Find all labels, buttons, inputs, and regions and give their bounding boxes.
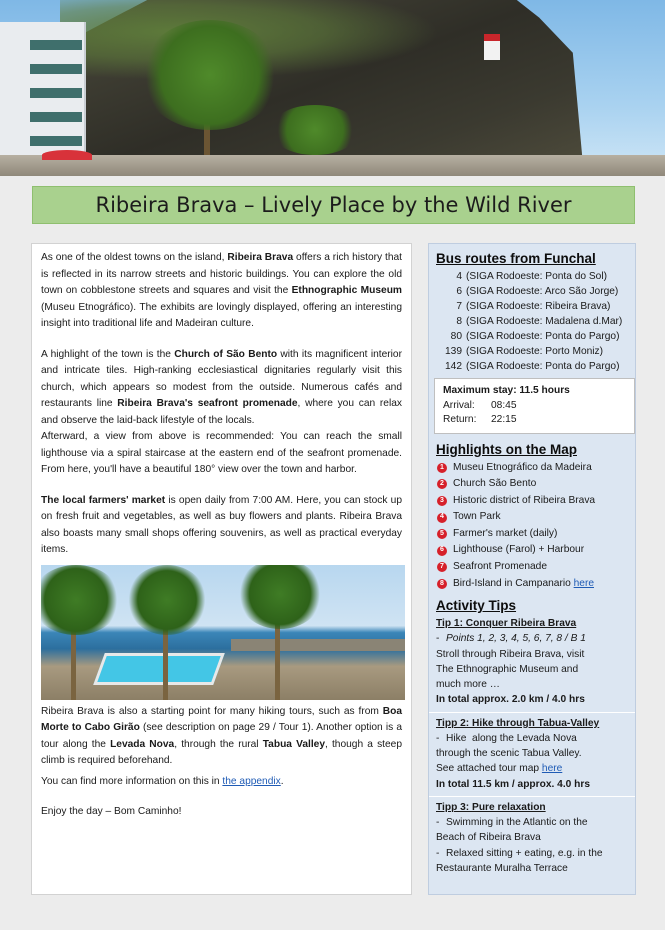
palm-tree [140, 20, 280, 130]
tour-map-link[interactable]: here [541, 763, 563, 775]
paragraph-market: The local farmers' market is open daily from 7:00 AM. Here, you can stock up on fresh fruit and vegetables, as well as buy flowers and plants. Ribeira Brava also boasts many small shops offering souvenirs, as well as practical everyday items. [41, 494, 402, 555]
hero-photo [0, 0, 665, 176]
swimming-pool [93, 653, 225, 685]
return-time: 22:15 [491, 414, 517, 425]
paragraph-more-info: You can find more information on this in the appendix. [41, 775, 284, 787]
highlights-heading: Highlights on the Map [436, 441, 577, 457]
arrival-label: Arrival: [443, 399, 475, 411]
palm-tree [270, 105, 360, 155]
highlight-item: 6 Lighthouse (Farol) + Harbour [436, 542, 629, 559]
paragraph-history: As one of the oldest towns on the island, Ribeira Brava offers a rich history that is reflected in its narrow streets and historic buildings. You can explore the old town on cobblestone streets and squares and visit the Ethnographic Museum (Museu Etnográfico). The exhibits are lovingly displayed, offering an interesting insight into traditional life and Madeiran culture. [41, 252, 403, 329]
appendix-link[interactable]: the appendix [222, 775, 281, 787]
palm-tree [237, 565, 323, 629]
highlight-item: 8 Bird-Island in Campanario here [436, 576, 629, 593]
paragraph-hiking: Ribeira Brava is also a starting point for many hiking tours, such as from Boa Morte to Cabo Girão (see description on page 29 / Tour 1). Another option is a tour along the Levada Nova, through the rural Tabua Valley, though a steep climb is required beforehand. [41, 705, 402, 766]
bus-route: 8 (SIGA Rodoeste: Madalena d.Mar) [456, 316, 623, 327]
main-text-panel [31, 243, 412, 895]
umbrella [42, 150, 92, 160]
highlight-item: 3 Historic district of Ribeira Brava [436, 493, 629, 510]
page-title: Ribeira Brava – Lively Place by the Wild River [95, 193, 572, 217]
highlight-item: 2 Church São Bento [436, 476, 629, 493]
bus-route: 4 (SIGA Rodoeste: Ponta do Sol) [456, 271, 608, 282]
bus-route: 142 (SIGA Rodoeste: Ponta do Pargo) [445, 361, 620, 372]
bus-route: 7 (SIGA Rodoeste: Ribeira Brava) [456, 301, 611, 312]
bus-routes-heading: Bus routes from Funchal [436, 251, 596, 266]
number-marker-icon: 6 [437, 546, 447, 556]
number-marker-icon: 1 [437, 463, 447, 473]
return-label: Return: [443, 414, 477, 425]
tip-3-title: Tipp 3: Pure relaxation [436, 801, 546, 813]
tip-2-title: Tipp 2: Hike through Tabua-Valley [436, 717, 600, 729]
tip-2-total: In total 11.5 km / approx. 4.0 hrs [436, 778, 591, 790]
harbour-pier [231, 639, 405, 651]
closing-line: Enjoy the day – Bom Caminho! [41, 806, 182, 817]
tip-2: Tipp 2: Hike through Tabua-Valley - Hike along the Levada Nova through the scenic Tabua Valley. See attached tour map here In total 11.5 km / approx. 4.0 hrs [436, 716, 629, 792]
tip-1-total: In total approx. 2.0 km / 4.0 hrs [436, 694, 585, 706]
highlight-item: 7 Seafront Promenade [436, 559, 629, 576]
info-sidebar [428, 243, 636, 895]
lighthouse-tower [484, 34, 500, 60]
number-marker-icon: 2 [437, 479, 447, 489]
highlight-item: 5 Farmer's market (daily) [436, 526, 629, 543]
number-marker-icon: 5 [437, 529, 447, 539]
highlight-item: 1 Museu Etnográfico da Madeira [436, 460, 629, 477]
arrival-time: 08:45 [491, 399, 517, 411]
bird-island-link[interactable]: here [573, 577, 594, 589]
highlights-list [436, 460, 629, 593]
number-marker-icon: 8 [437, 579, 447, 589]
title-banner [32, 186, 635, 224]
number-marker-icon: 7 [437, 562, 447, 572]
activity-tips-heading: Activity Tips [436, 598, 517, 614]
tip-3: Tipp 3: Pure relaxation - Swimming in the Atlantic on the Beach of Ribeira Brava - Relaxed sitting + eating, e.g. in the Restaurante Muralha Terrace [436, 800, 629, 876]
number-marker-icon: 4 [437, 513, 447, 523]
bus-route: 80 (SIGA Rodoeste: Ponta do Pargo) [450, 331, 620, 342]
stay-info-box [434, 378, 635, 434]
highlight-item: 4 Town Park [436, 509, 629, 526]
palm-tree [41, 565, 121, 635]
pool-photo [41, 565, 405, 700]
bus-route: 6 (SIGA Rodoeste: Arco São Jorge) [456, 286, 619, 297]
palm-tree [127, 565, 207, 635]
tip-1-title: Tip 1: Conquer Ribeira Brava [436, 618, 577, 630]
number-marker-icon: 3 [437, 496, 447, 506]
tip-1: Tip 1: Conquer Ribeira Brava - Points 1, 2, 3, 4, 5, 6, 7, 8 / B 1 Stroll through Ribeira Brava, visit The Ethnographic Museum and much more … In total approx. 2.0 km / 4.0 hrs [436, 616, 629, 707]
bus-route-list [436, 269, 629, 374]
apartment-building [0, 22, 86, 162]
tip-1-points: Points 1, 2, 3, 4, 5, 6, 7, 8 / B 1 [446, 633, 586, 645]
bus-route: 139 (SIGA Rodoeste: Porto Moniz) [445, 346, 604, 357]
max-stay: Maximum stay: 11.5 hours [443, 385, 570, 396]
paragraph-lighthouse: Afterward, a view from above is recommended: You can reach the small lighthouse via a spiral staircase at the eastern end of the seafront promenade. From here, you'll have a beautiful 180° view over the town and harbor. [41, 431, 402, 475]
paragraph-church: A highlight of the town is the Church of São Bento with its magnificent interior and intricate tiles. High-ranking ecclesiastical dignitaries regularly visit this church, which appears so modest from the outside. Numerous cafés and restaurants line Ribeira Brava's seafront promenade, where you can relax and observe the laid-back lifestyle of the locals. [41, 348, 402, 426]
promenade-ground [0, 155, 665, 176]
